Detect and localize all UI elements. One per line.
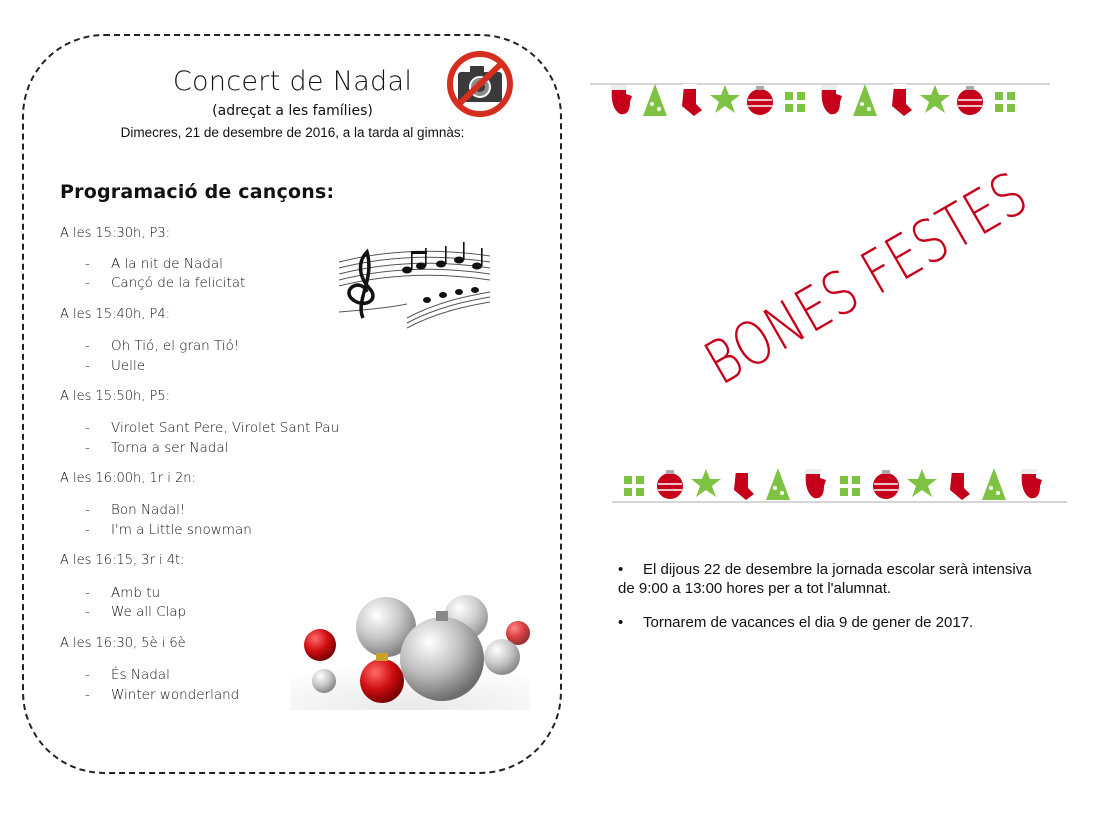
slot-label: A les 16:30, 5è i 6è	[60, 636, 186, 651]
song-item: - Cançó de la felicitat	[85, 275, 246, 291]
note-item: • Tornarem de vacances el dia 9 de gener de 2017.	[618, 614, 974, 631]
no-camera-icon	[446, 50, 514, 118]
christmas-garland-image	[590, 72, 1050, 122]
song-item: - A la nit de Nadal	[85, 256, 223, 272]
music-notes-icon	[337, 240, 492, 330]
slot-label: A les 15:40h, P4:	[60, 307, 170, 322]
note-item: • El dijous 22 de desembre la jornada escolar serà intensiva de 9:00 a 13:00 hores per a tot l'alumnat.	[618, 561, 1032, 597]
concert-title: Concert de Nadal	[172, 66, 413, 97]
song-item: - Oh Tió, el gran Tió!	[85, 338, 240, 354]
song-item: - Amb tu	[85, 585, 161, 601]
christmas-garland-image	[612, 462, 1067, 514]
song-item: - I'm a Little snowman	[85, 522, 252, 538]
concert-date: Dimecres, 21 de desembre de 2016, a la tarda al gimnàs:	[120, 125, 465, 140]
song-item: - Virolet Sant Pere, Virolet Sant Pau	[85, 420, 340, 436]
slot-label: A les 16:00h, 1r i 2n:	[60, 471, 196, 486]
song-item: - Torna a ser Nadal	[85, 440, 229, 456]
slot-label: A les 15:30h, P3:	[60, 226, 170, 241]
slot-label: A les 15:50h, P5:	[60, 389, 170, 404]
song-item: - We all Clap	[85, 604, 187, 620]
song-item: - Uelle	[85, 358, 145, 374]
slot-label: A les 16:15, 3r i 4t:	[60, 553, 185, 568]
greeting-text: BONES FESTES	[693, 158, 1040, 399]
song-item: - És Nadal	[85, 667, 170, 683]
christmas-baubles-image	[290, 595, 530, 710]
concert-subtitle: (adreçat a les famílies)	[212, 103, 373, 119]
program-heading: Programació de cançons:	[60, 181, 335, 203]
song-item: - Winter wonderland	[85, 687, 240, 703]
song-item: - Bon Nadal!	[85, 502, 186, 518]
